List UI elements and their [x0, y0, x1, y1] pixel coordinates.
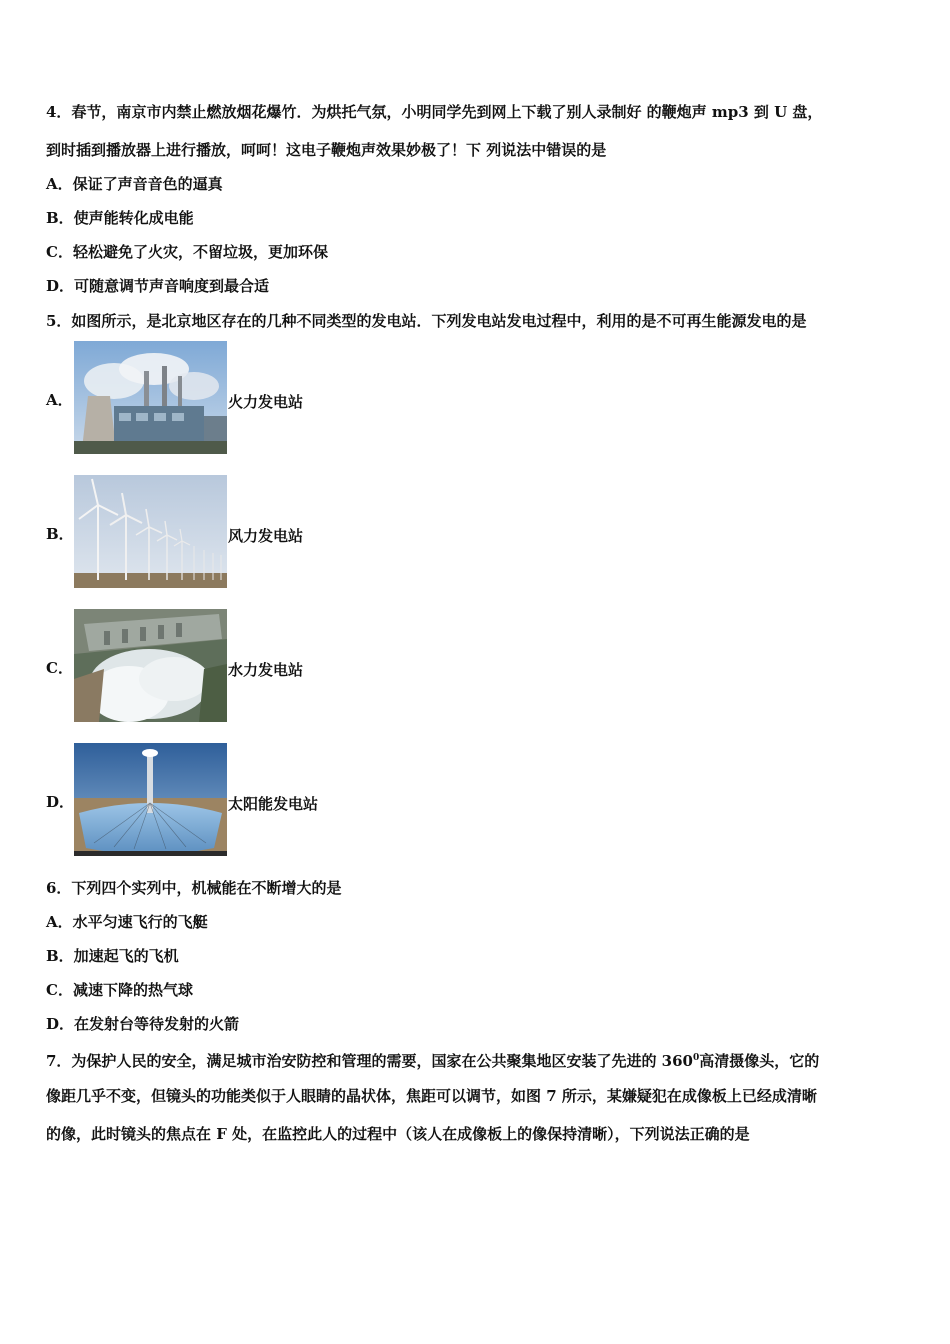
q5-option-c-caption: 水力发电站 [228, 661, 304, 679]
q6-stem: 6．下列四个实列中，机械能在不断增大的是 [46, 879, 342, 897]
q5-option-a-letter: A． [46, 391, 73, 409]
q4-option-d: D．可随意调节声音响度到最合适 [46, 277, 270, 295]
q5-option-d-caption: 太阳能发电站 [228, 795, 319, 813]
q7-line1-text-b: 高清摄像头，它的 [699, 1052, 820, 1070]
q4-option-b: B．使声能转化成电能 [46, 209, 194, 227]
q4-stem-line-1: 4．春节，南京市内禁止燃放烟花爆竹．为烘托气氛，小明同学先到网上下载了别人录制好 的鞭炮声 mp3 到 U 盘， [46, 103, 823, 121]
hydro-dam-photo [74, 609, 227, 722]
q6-option-c: C．减速下降的热气球 [46, 981, 193, 999]
q5-option-a-caption: 火力发电站 [228, 393, 304, 411]
q7-degree-superscript: 0 [692, 1053, 700, 1063]
q4-option-a: A．保证了声音音色的逼真 [46, 175, 223, 193]
q4-option-c: C．轻松避免了火灾，不留垃圾，更加环保 [46, 243, 328, 261]
q7-stem-line-2: 像距几乎不变，但镜头的功能类似于人眼睛的晶状体，焦距可以调节，如图 7 所示，某嫌疑犯在成像板上已经成清晰 [46, 1087, 817, 1105]
wind-farm-photo [74, 475, 227, 588]
q7-stem-line-3: 的像，此时镜头的焦点在 F 处，在监控此人的过程中（该人在成像板上的像保持清晰），下列说法正确的是 [46, 1125, 750, 1143]
q5-stem: 5．如图所示，是北京地区存在的几种不同类型的发电站．下列发电站发电过程中，利用的是不可再生能源发电的是 [46, 312, 807, 330]
q4-stem-line-2: 到时插到播放器上进行播放，呵呵！这电子鞭炮声效果妙极了！下 列说法中错误的是 [46, 141, 607, 159]
q6-option-b: B．加速起飞的飞机 [46, 947, 179, 965]
q6-option-a: A．水平匀速飞行的飞艇 [46, 913, 208, 931]
q6-option-d: D．在发射台等待发射的火箭 [46, 1015, 240, 1033]
q5-option-b-caption: 风力发电站 [228, 527, 304, 545]
q5-option-c-letter: C． [46, 659, 73, 677]
q7-stem-line-1 [46, 1048, 819, 1071]
q5-option-b-letter: B． [46, 525, 74, 543]
solar-power-plant-photo [74, 743, 227, 856]
thermal-power-plant-photo [74, 341, 227, 454]
q5-option-d-letter: D． [46, 793, 75, 811]
q7-line1-text-a: 7．为保护人民的安全，满足城市治安防控和管理的需要，国家在公共聚集地区安装了先进的 360 [46, 1052, 693, 1070]
